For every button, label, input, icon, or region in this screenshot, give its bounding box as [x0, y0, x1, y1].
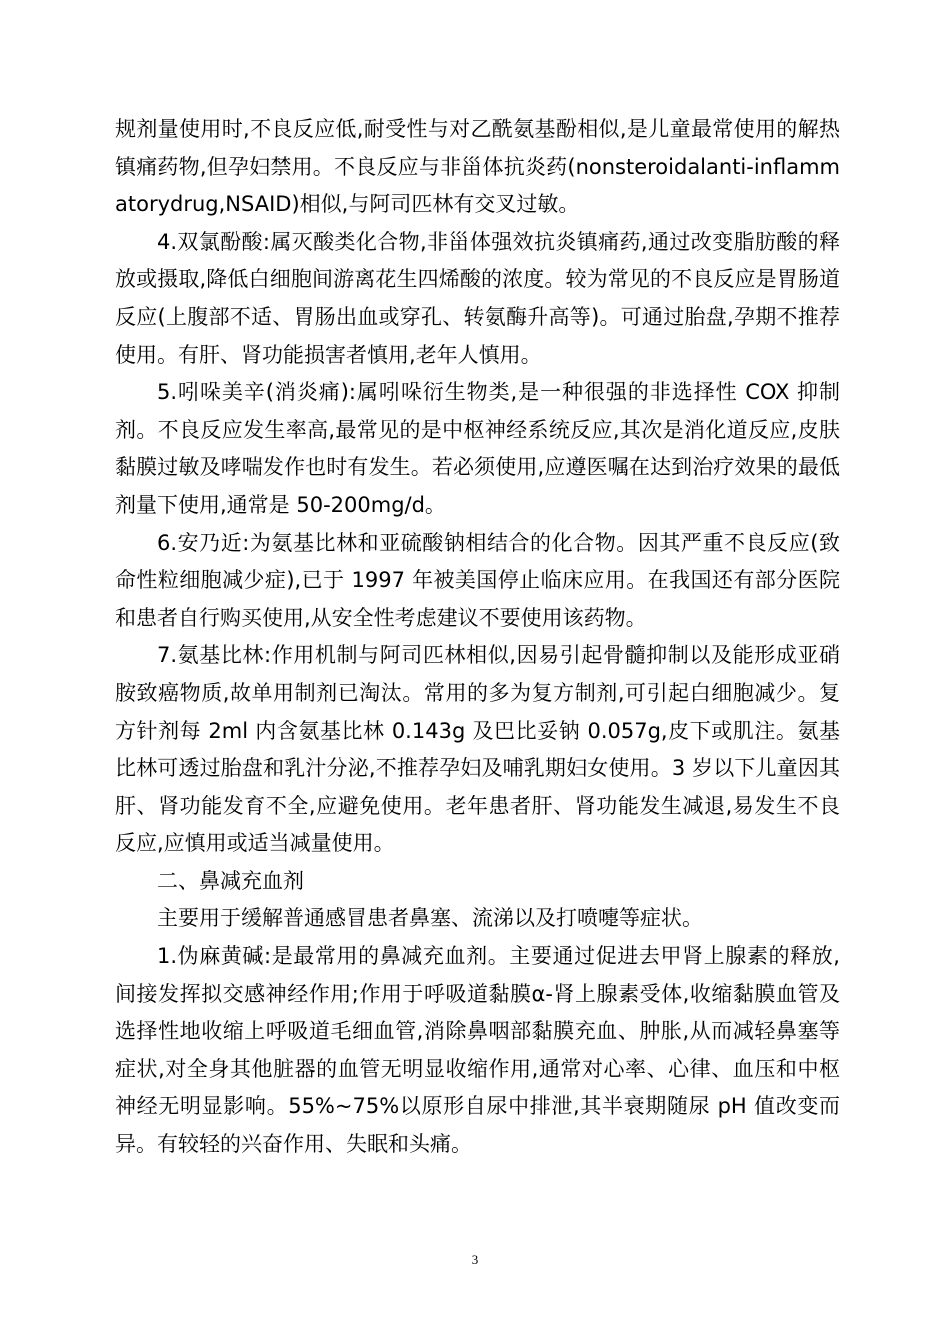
page-number: 3 [471, 1252, 479, 1267]
document-body [115, 111, 840, 1164]
paragraph: 1.伪麻黄碱:是最常用的鼻减充血剂。主要通过促进去甲肾上腺素的释放,间接发挥拟交感神经作用;作用于呼吸道黏膜α-肾上腺素受体,收缩黏膜血管及选择性地收缩上呼吸道毛细血管,消除鼻咽部黏膜充血、肿胀,从而减轻鼻塞等症状,对全身其他脏器的血管无明显收缩作用,通常对心率、心律、血压和中枢神经无明显影响。55%~75%以原形自尿中排泄,其半衰期随尿 pH 值改变而异。有较轻的兴奋作用、失眠和头痛。 [115, 944, 840, 1157]
section-heading: 二、鼻减充血剂 [157, 868, 304, 893]
paragraph: 主要用于缓解普通感冒患者鼻塞、流涕以及打喷嚏等症状。 [157, 906, 703, 931]
paragraph: 6.安乃近:为氨基比林和亚硫酸钠相结合的化合物。因其严重不良反应(致命性粒细胞减少症),已于 1997 年被美国停止临床应用。在我国还有部分医院和患者自行购买使用,从安全性考虑建议不要使用该药物。 [115, 530, 840, 630]
paragraph: 7.氨基比林:作用机制与阿司匹林相似,因易引起骨髓抑制以及能形成亚硝胺致癌物质,故单用制剂已淘汰。常用的多为复方制剂,可引起白细胞减少。复方针剂每 2ml 内含氨基比林 0.143g 及巴比妥钠 0.057g,皮下或肌注。氨基比林可透过胎盘和乳汁分泌,不推荐孕妇及哺乳期妇女使用。3 岁以下儿童因其肝、肾功能发育不全,应避免使用。老年患者肝、肾功能发生减退,易发生不良反应,应慎用或适当减量使用。 [115, 643, 840, 856]
paragraph: 4.双氯酚酸:属灭酸类化合物,非甾体强效抗炎镇痛药,通过改变脂肪酸的释放或摄取,降低白细胞间游离花生四烯酸的浓度。较为常见的不良反应是胃肠道反应(上腹部不适、胃肠出血或穿孔、转氨酶升高等)。可通过胎盘,孕期不推荐使用。有肝、肾功能损害者慎用,老年人慎用。 [115, 229, 840, 367]
paragraph: 5.吲哚美辛(消炎痛):属吲哚衍生物类,是一种很强的非选择性 COX 抑制剂。不良反应发生率高,最常见的是中枢神经系统反应,其次是消化道反应,皮肤黏膜过敏及哮喘发作也时有发生。若必须使用,应遵医嘱在达到治疗效果的最低剂量下使用,通常是 50-200mg/d。 [115, 380, 840, 517]
paragraph: 规剂量使用时,不良反应低,耐受性与对乙酰氨基酚相似,是儿童最常使用的解热镇痛药物,但孕妇禁用。不良反应与非甾体抗炎药(nonsteroidalanti-inflammatorydrug,NSAID)相似,与阿司匹林有交叉过敏。 [115, 117, 840, 217]
